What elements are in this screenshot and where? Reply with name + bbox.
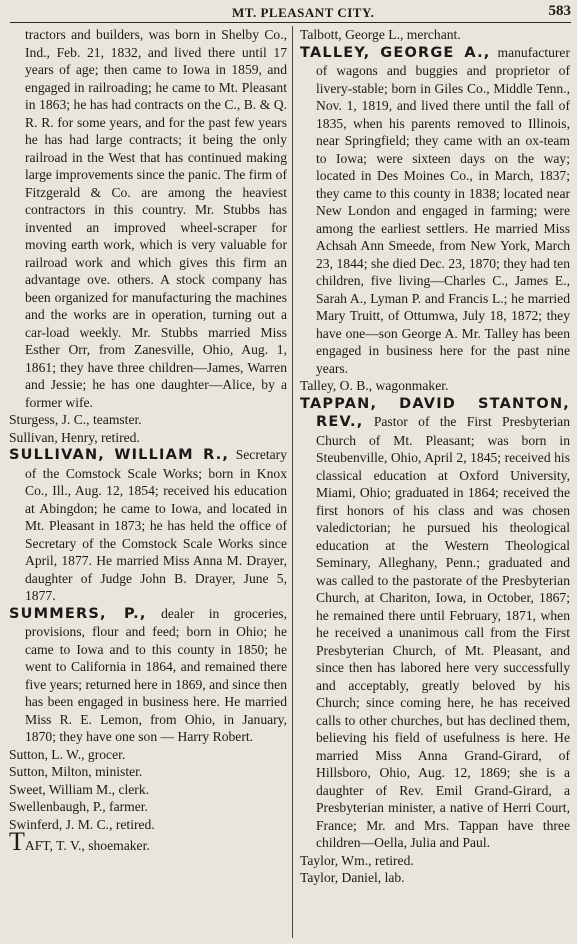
entry-name-tappan: TAPPAN, DAVID STANTON, REV.,: [300, 395, 570, 430]
entry-text-tappan: Pastor of the First Presbyterian Church of Mt. Pleasant; was born in Steubenville, Ohio, April 2, 1845; received his classical education at Oxford University, Miami, Ohio; graduated in 1864; received the first honors of his class and was chosen valedictorian; he pursued his theological education at the Western Theological Seminary, Alleghany, Penn.; graduated and was called to the pastorate of the Presbyterian Church, at Chariton, Iowa, in October, 1867; he remained there until February, 1871, when he received a unanimous call from the First Presbyterian Church, of Mt. Pleasant, and since then has labored here very successfully and acceptably, greatly beloved by his Church; since coming here, he has received calls to other churches, but has declined them, believing his field of usefulness is here. He married Miss Anna Grand-Girard, of Hillsboro, Ohio, Aug. 12, 1869; she is a daughter of Rev. Emil Grand-Girard, a Presbyterian minister, a native of Herri Court, France; Mr. and Mrs. Tappan have three children—Oella, Julia and Paul.: [316, 414, 571, 850]
entry-tappan: [300, 395, 570, 852]
entry-taylor-daniel: Taylor, Daniel, lab.: [300, 870, 405, 885]
entry-text-talley-george: manufacturer of wagons and buggies and proprietor of livery-stable; born in Giles Co., Middle Tenn., Nov. 1, 1819, and lived there until the fall of 1835, when his parents removed to Illinois, near Springfield; they came with an ox-team to Iowa; were sixteen days on the way; located in Des Moines Co., in March, 1837; they came to this county in 1838; located near New London and engaged in farming; were among the earliest settlers. He married Miss Achsah Ann Smeede, from New York, March 23, 1844; she died Dec. 23, 1870; they had ten children, five living—Charles C., James E., Sarah A., Lyman P. and Francis L.; he married Mary Truitt, of Ottumwa, July 18, 1872; they have one—son George A. Mr. Talley has been engaged in business here for the past nine years.: [316, 44, 570, 376]
page-number: 583: [548, 3, 571, 19]
entry-text-summers: dealer in groceries, provisions, flour and feed; born in Ohio; he came to Iowa and to this county in 1850; he went to California in 1864, and remained there five years; returned here in 1869, and since then has been engaged in business here. He married Miss R. E. Lemon, from Ohio, in January, 1870; they have one son — Harry Robert.: [25, 605, 287, 744]
running-head: MT. PLEASANT CITY.: [232, 5, 375, 20]
entry-talley-ob: Talley, O. B., wagonmaker.: [300, 378, 449, 393]
entry-sturgess: Sturgess, J. C., teamster.: [9, 412, 142, 427]
entry-summers: [9, 605, 287, 746]
entry-sullivan-william: [9, 446, 287, 605]
entry-talley-george: [300, 44, 570, 378]
column-divider: [292, 26, 293, 938]
entry-text-taft: AFT, T. V., shoemaker.: [24, 838, 150, 853]
entry-taft: [9, 827, 287, 856]
entry-name-summers: SUMMERS, P.,: [9, 605, 147, 622]
entry-swellenbaugh: Swellenbaugh, P., farmer.: [9, 799, 148, 814]
right-column: [300, 26, 570, 887]
entry-sutton-lw: Sutton, L. W., grocer.: [9, 746, 126, 762]
entry-text-sullivan-william: Secretary of the Comstock Scale Works; born in Knox Co., Ill., Aug. 12, 1854; received his education at Abingdon; he came to Iowa, and located in Mt. Pleasant in 1873; he has held the office of Secretary of the Comstock Scale Works since April, 1877. He married Miss Anna M. Drayer, daughter of Judge John B. Drayer, June 5, 1877.: [25, 447, 288, 603]
stubbs-entry-continuation: tractors and builders, was born in Shelby Co., Ind., Feb. 21, 1832, and lived there until 17 years of age; then came to Iowa in 1859, and engaged in railroading; he came to Mt. Pleasant in 1863; he has had contracts on the C., B. & Q. R. R. for some years, and for the past few years he has had large contracts; it being the only railroad in the West that has continued making large improvements since the panic. The firm of Fitzgerald & Co. are among the heaviest contractors in this country. Mr. Stubbs has invented an improved wheel-scraper for moving earth work, which is very valuable for railroad work and which gives this firm an advantage ove. others. A stock company has been organized for manufacturing the machines and the works are in operation, turning out a car-load weekly. Mr. Stubbs married Miss Esther Orr, from Zanesville, Ohio, Aug. 1, 1861; they have three children—James, Warren and Jessie; he has one daughter—Alice, by a former wife.: [25, 27, 287, 410]
section-initial-t: T: [9, 827, 25, 856]
entry-talbott: Talbott, George L., merchant.: [300, 27, 461, 42]
entry-taylor-wm: Taylor, Wm., retired.: [300, 852, 414, 868]
entry-swinferd: Swinferd, J. M. C., retired.: [9, 816, 155, 832]
entry-name-sullivan-william: SULLIVAN, WILLIAM R.,: [9, 447, 230, 463]
entry-sutton-milton: Sutton, Milton, minister.: [9, 764, 143, 779]
entry-sullivan-henry: Sullivan, Henry, retired.: [9, 429, 140, 445]
entry-sweet: Sweet, William M., clerk.: [9, 781, 150, 797]
header-rule: [10, 22, 571, 23]
entry-name-talley-george: TALLEY, GEORGE A.,: [300, 44, 491, 61]
left-column: [9, 26, 287, 855]
